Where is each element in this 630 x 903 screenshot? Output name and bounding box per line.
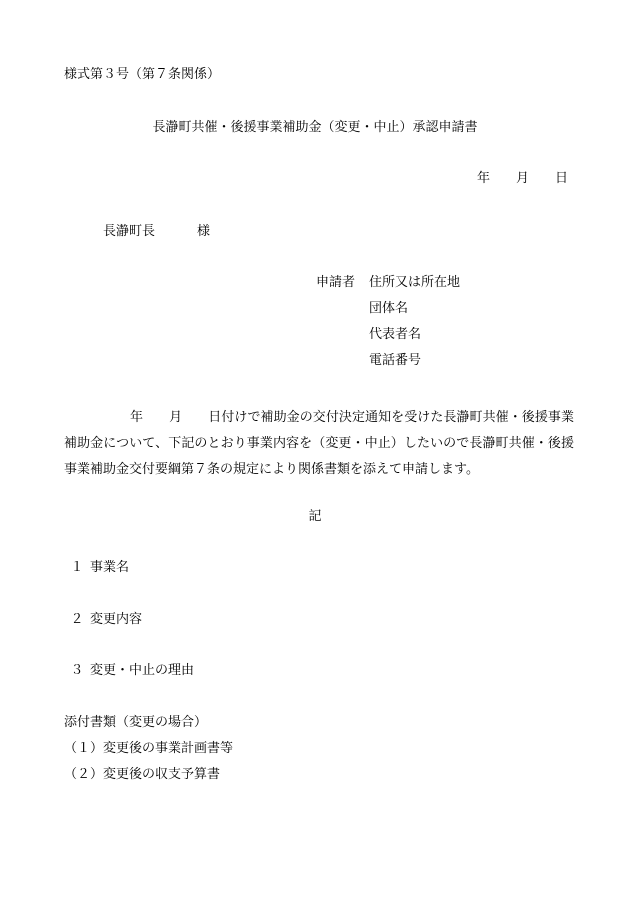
applicant-label: 申請者 — [316, 275, 356, 290]
item-label: 変更内容 — [90, 612, 143, 627]
date-month-label: 月 — [515, 171, 529, 186]
application-body-text — [64, 405, 574, 483]
applicant-field-phone: 電話番号 — [369, 353, 422, 368]
body-month-label: 月 — [169, 410, 183, 425]
form-number: 様式第３号（第７条関係） — [64, 67, 221, 82]
list-item — [64, 613, 142, 626]
document-title: 長瀞町共催・後援事業補助金（変更・中止）承認申請書 — [152, 120, 478, 135]
applicant-field-representative: 代表者名 — [369, 327, 422, 342]
date-year-label: 年 — [476, 171, 490, 186]
item-number: ２ — [70, 612, 84, 627]
item-number: １ — [70, 560, 84, 575]
date-line — [477, 172, 568, 185]
body-paragraph: 日付けで補助金の交付決定通知を受けた長瀞町共催・後援事業補助金について、下記のとおり事業内容を（変更・中止）したいので長瀞町共催・後援事業補助金交付要綱第７条の規定により関係書類を添えて申請します。 — [64, 410, 574, 477]
attachments-heading: 添付書類（変更の場合） — [64, 715, 208, 730]
addressee — [103, 225, 210, 238]
attachment-item: （２）変更後の収支予算書 — [64, 767, 221, 782]
list-item — [64, 664, 194, 677]
applicant-field-address: 住所又は所在地 — [369, 275, 461, 290]
attachment-item: （１）変更後の事業計画書等 — [64, 741, 234, 756]
addressee-name: 長瀞町長 — [103, 224, 156, 239]
date-day-label: 日 — [554, 171, 568, 186]
item-label: 事業名 — [90, 560, 130, 575]
list-item — [64, 561, 129, 574]
addressee-honorific: 様 — [197, 224, 211, 239]
applicant-fields — [369, 276, 460, 380]
body-year-label: 年 — [130, 410, 144, 425]
item-label: 変更・中止の理由 — [90, 663, 195, 678]
item-number: ３ — [70, 663, 84, 678]
applicant-field-organization: 団体名 — [369, 301, 409, 316]
ki-heading: 記 — [308, 509, 322, 524]
